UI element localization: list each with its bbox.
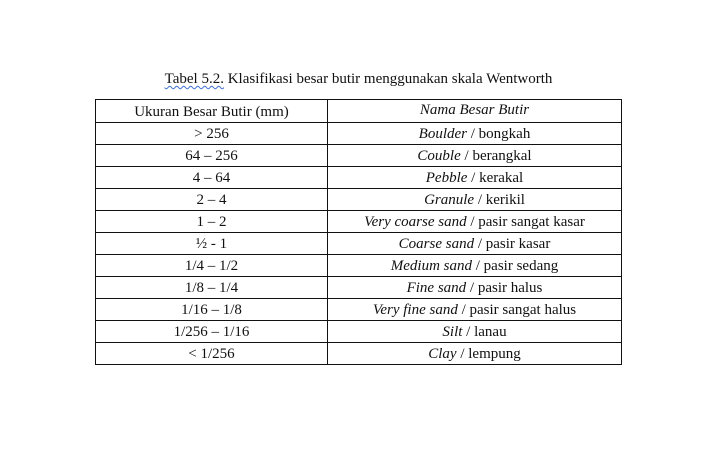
grain-name-indonesian: kerakal bbox=[479, 169, 524, 186]
table-row bbox=[96, 277, 622, 299]
grain-name-cell bbox=[328, 145, 622, 167]
grain-name-english: Granule bbox=[424, 191, 475, 208]
grain-name-separator: / bbox=[461, 301, 466, 318]
grain-name-cell bbox=[328, 299, 622, 321]
grain-name-english: Clay bbox=[428, 345, 457, 362]
grain-name-cell bbox=[328, 167, 622, 189]
table-caption bbox=[96, 70, 621, 88]
header-grain-name: Nama Besar Butir bbox=[328, 100, 622, 123]
grain-name-indonesian: kerikil bbox=[485, 191, 525, 208]
table-row bbox=[96, 233, 622, 255]
table-row bbox=[96, 255, 622, 277]
table-row bbox=[96, 189, 622, 211]
table-row bbox=[96, 299, 622, 321]
grain-name-cell bbox=[328, 255, 622, 277]
grain-name-cell bbox=[328, 321, 622, 343]
grain-size-cell: 1 – 2 bbox=[96, 211, 328, 233]
grain-name-cell bbox=[328, 277, 622, 299]
grain-name-indonesian: lanau bbox=[474, 323, 507, 340]
table-row bbox=[96, 123, 622, 145]
grain-name-separator: / bbox=[464, 147, 469, 164]
grain-name-separator: / bbox=[470, 125, 475, 142]
grain-size-cell: 1/256 – 1/16 bbox=[96, 321, 328, 343]
grain-name-cell bbox=[328, 123, 622, 145]
header-grain-size: Ukuran Besar Butir (mm) bbox=[96, 100, 328, 123]
grain-name-english: Silt bbox=[442, 323, 463, 340]
grain-name-english: Fine sand bbox=[406, 279, 467, 296]
grain-name-separator: / bbox=[466, 323, 471, 340]
grain-size-cell: 1/16 – 1/8 bbox=[96, 299, 328, 321]
grain-name-indonesian: lempung bbox=[468, 345, 521, 362]
caption-text: Klasifikasi besar butir menggunakan skala Wentworth bbox=[227, 71, 553, 87]
grain-size-cell: 64 – 256 bbox=[96, 145, 328, 167]
grain-name-separator: / bbox=[469, 279, 475, 296]
grain-size-cell: 1/4 – 1/2 bbox=[96, 255, 328, 277]
grain-name-indonesian: berangkal bbox=[472, 147, 532, 164]
grain-name-cell bbox=[328, 211, 622, 233]
grain-name-indonesian: pasir kasar bbox=[485, 235, 551, 252]
grain-name-separator: / bbox=[471, 169, 476, 186]
caption-label: Tabel 5.2. bbox=[164, 71, 224, 87]
grain-name-indonesian: pasir halus bbox=[477, 279, 543, 296]
grain-size-cell: 4 – 64 bbox=[96, 167, 328, 189]
grain-name-separator: / bbox=[477, 191, 482, 208]
grain-name-indonesian: pasir sangat kasar bbox=[478, 213, 585, 230]
grain-name-separator: / bbox=[475, 257, 480, 274]
grain-name-separator: / bbox=[477, 235, 483, 252]
grain-name-english: Coarse sand bbox=[398, 235, 475, 252]
table-row bbox=[96, 167, 622, 189]
grain-name-english: Pebble bbox=[425, 169, 468, 186]
grain-size-cell: > 256 bbox=[96, 123, 328, 145]
grain-name-cell bbox=[328, 189, 622, 211]
grain-name-english: Boulder bbox=[418, 125, 467, 142]
grain-name-indonesian: bongkah bbox=[478, 125, 531, 142]
wentworth-table bbox=[95, 99, 622, 365]
grain-size-cell: < 1/256 bbox=[96, 343, 328, 365]
table-row bbox=[96, 211, 622, 233]
table-body bbox=[96, 123, 622, 365]
table-row bbox=[96, 343, 622, 365]
grain-name-english: Very fine sand bbox=[372, 301, 458, 318]
grain-name-cell bbox=[328, 343, 622, 365]
grain-size-cell: ½ - 1 bbox=[96, 233, 328, 255]
grain-name-cell bbox=[328, 233, 622, 255]
table-row bbox=[96, 145, 622, 167]
grain-size-cell: 2 – 4 bbox=[96, 189, 328, 211]
grain-name-indonesian: pasir sangat halus bbox=[469, 301, 577, 318]
grain-name-english: Very coarse sand bbox=[364, 213, 467, 230]
grain-name-separator: / bbox=[470, 213, 475, 230]
grain-name-english: Medium sand bbox=[390, 257, 472, 274]
table-header-row bbox=[96, 100, 622, 123]
table-row bbox=[96, 321, 622, 343]
grain-name-separator: / bbox=[460, 345, 465, 362]
grain-size-cell: 1/8 – 1/4 bbox=[96, 277, 328, 299]
grain-name-english: Couble bbox=[417, 147, 461, 164]
grain-name-indonesian: pasir sedang bbox=[483, 257, 559, 274]
